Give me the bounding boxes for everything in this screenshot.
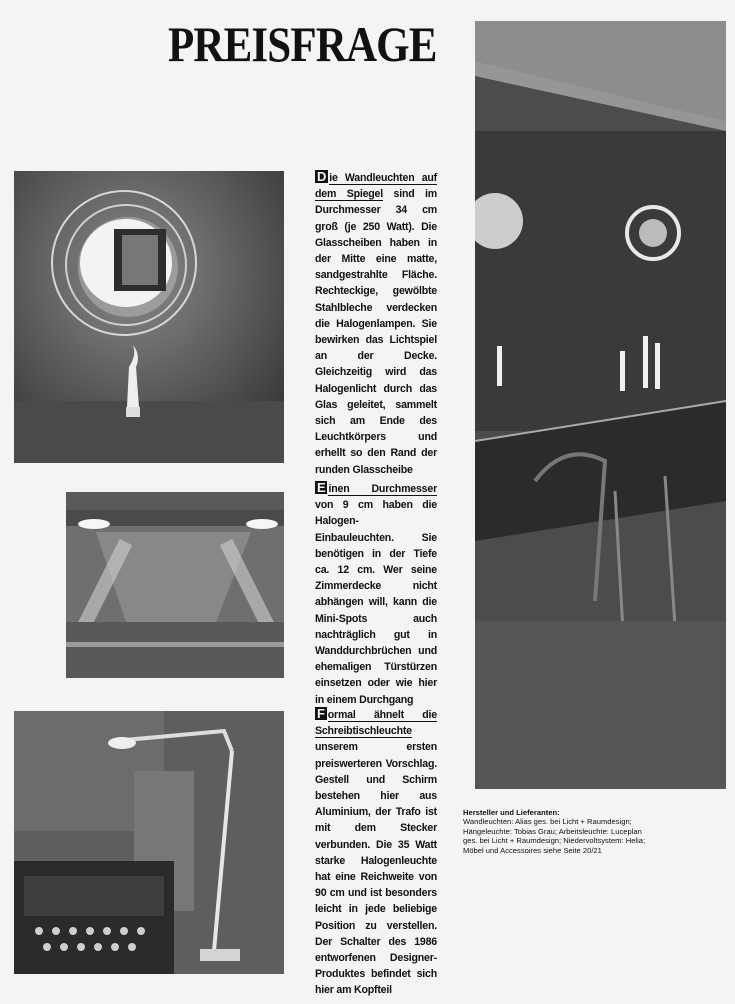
photo-wall-lamps [14, 171, 284, 463]
photo-desk-lamp [14, 711, 284, 974]
lead-text: inen Durchmesser [328, 483, 437, 495]
credits-line: ges. bei Licht + Raumdesign; Niedervoltsystem: Helia; [463, 836, 646, 846]
photo-halogen-spots [66, 492, 284, 678]
lead-text: ie Wandleuchten auf dem Spiegel [315, 172, 437, 201]
drop-cap: F [317, 706, 325, 721]
photo-dining-room [475, 21, 726, 789]
text-block-halogen-spots [315, 481, 437, 708]
credits-line: Wandleuchten: Alias ges. bei Licht + Raumdesign; [463, 817, 632, 827]
credits-line: Hängeleuchte: Tobias Grau; Arbeitsleuchte: Luceplan [463, 826, 642, 836]
page-title: PREISFRAGE [168, 16, 437, 72]
text-block-wall-lamps [315, 170, 437, 478]
body-text: von 9 cm haben die Halogen-Einbauleuchten. Sie benötigen in der Tiefe ca. 12 cm. Wer seine Zimmerdecke nicht abhängen will, kann die Mini-Spots auch nachträglich gut in Wanddurchbrüchen und ehemaligen Türstürzen einsetzen oder wie hier in einem Durchgang [315, 499, 437, 706]
body-text: unserem ersten preiswerteren Vorschlag. Gestell und Schirm bestehen hier aus Aluminium, der Trafo ist mit dem Stecker verbunden. Die 35 Watt starke Halogenleuchte hat eine Reichweite von 90 cm und ist besonders leicht in jede beliebige Position zu verstellen. Der Schalter des 1986 entworfenen Designer-Produktes befindet sich hier am Kopfteil [315, 741, 437, 997]
drop-cap: E [317, 480, 326, 495]
lead-text: ormal ähnelt die Schreibtischleuchte [315, 709, 437, 738]
text-block-desk-lamp [315, 707, 437, 999]
body-text: sind im Durchmesser 34 cm groß (je 250 Watt). Die Glasscheiben haben in der Mitte eine matte, sandgestrahlte Fläche. Rechteckige, gewölbte Stahlbleche verdecken die Halogenlampen. Sie bewirken das Lichtspiel an der Decke. Gleichzeitig wird das Halogenlicht durch das Glas geleitet, sammelt sich am Ende des Leuchtkörpers und erhellt so den Rand der runden Glasscheibe [315, 188, 437, 476]
credits-heading: Hersteller und Lieferanten: [463, 808, 560, 817]
drop-cap: D [317, 169, 327, 184]
credits [463, 808, 725, 855]
credits-line: Möbel und Accessoires siehe Seite 20/21 [463, 845, 602, 855]
